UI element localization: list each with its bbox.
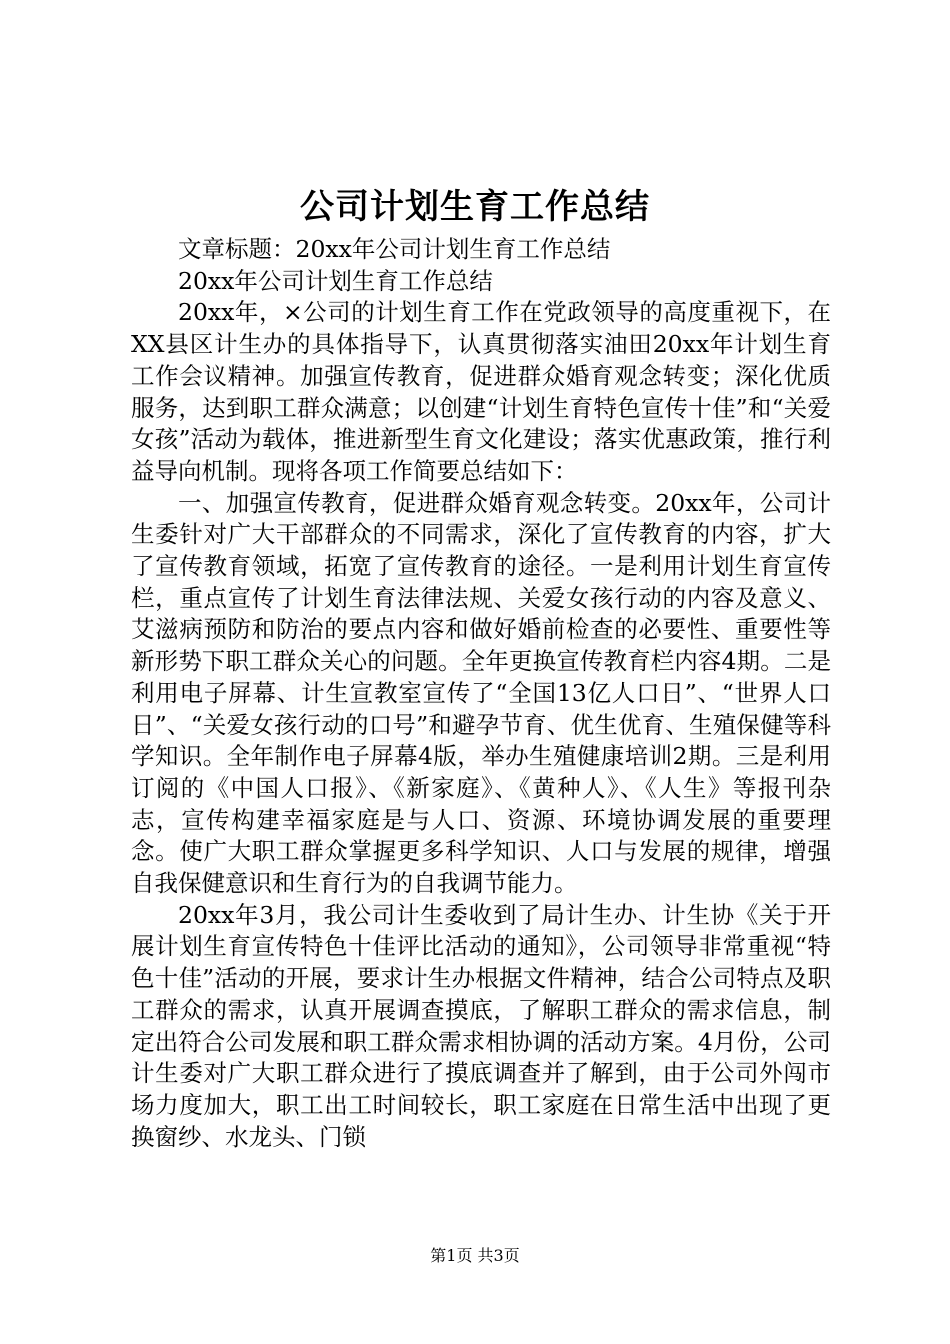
intro-paragraph: 20xx年，×公司的计划生育工作在党政领导的高度重视下，在XX县区计生办的具体指导下，认真贯彻落实油田20xx年计划生育工作会议精神。加强宣传教育，促进群众婚育观念转变；深化优质服务，达到职工群众满意；以创建“计划生育特色宣传十佳”和“关爱女孩”活动为载体，推进新型生育文化建设；落实优惠政策，推行利益导向机制。现将各项工作简要总结如下：: [131, 298, 831, 485]
section-one-paragraph: 一、加强宣传教育，促进群众婚育观念转变。20xx年，公司计生委针对广大干部群众的不同需求，深化了宣传教育的内容，扩大了宣传教育领域，拓宽了宣传教育的途径。一是利用计划生育宣传栏，重点宣传了计划生育法律法规、关爱女孩行动的内容及意义、艾滋病预防和防治的要点内容和做好婚前检查的必要性、重要性等新形势下职工群众关心的问题。全年更换宣传教育栏内容4期。二是利用电子屏幕、计生宣教室宣传了“全国13亿人口日”、“世界人口日”、“关爱女孩行动的口号”和避孕节育、优生优育、生殖保健等科学知识。全年制作电子屏幕4版，举办生殖健康培训2期。三是利用订阅的《中国人口报》、《新家庭》、《黄种人》、《人生》等报刊杂志，宣传构建幸福家庭是与人口、资源、环境协调发展的重要理念。使广大职工群众掌握更多科学知识、人口与发展的规律，增强自我保健意识和生育行为的自我调节能力。: [131, 488, 831, 898]
subtitle-line: 20xx年公司计划生育工作总结: [178, 266, 493, 295]
article-title-line: 文章标题：20xx年公司计划生育工作总结: [178, 235, 611, 263]
document-body: [131, 234, 831, 1153]
document-title: 公司计划生育工作总结: [300, 187, 650, 227]
page-number-footer: 第1页 共3页: [430, 1246, 520, 1265]
march-activity-paragraph: 20xx年3月，我公司计生委收到了局计生办、计生协《关于开展计划生育宣传特色十佳评比活动的通知》，公司领导非常重视“特色十佳”活动的开展，要求计生办根据文件精神，结合公司特点及职工群众的需求，认真开展调查摸底，了解职工群众的需求信息，制定出符合公司发展和职工群众需求相协调的活动方案。4月份，公司计生委对广大职工群众进行了摸底调查并了解到，由于公司外闯市场力度加大，职工出工时间较长，职工家庭在日常生活中出现了更换窗纱、水龙头、门锁: [131, 900, 831, 1151]
